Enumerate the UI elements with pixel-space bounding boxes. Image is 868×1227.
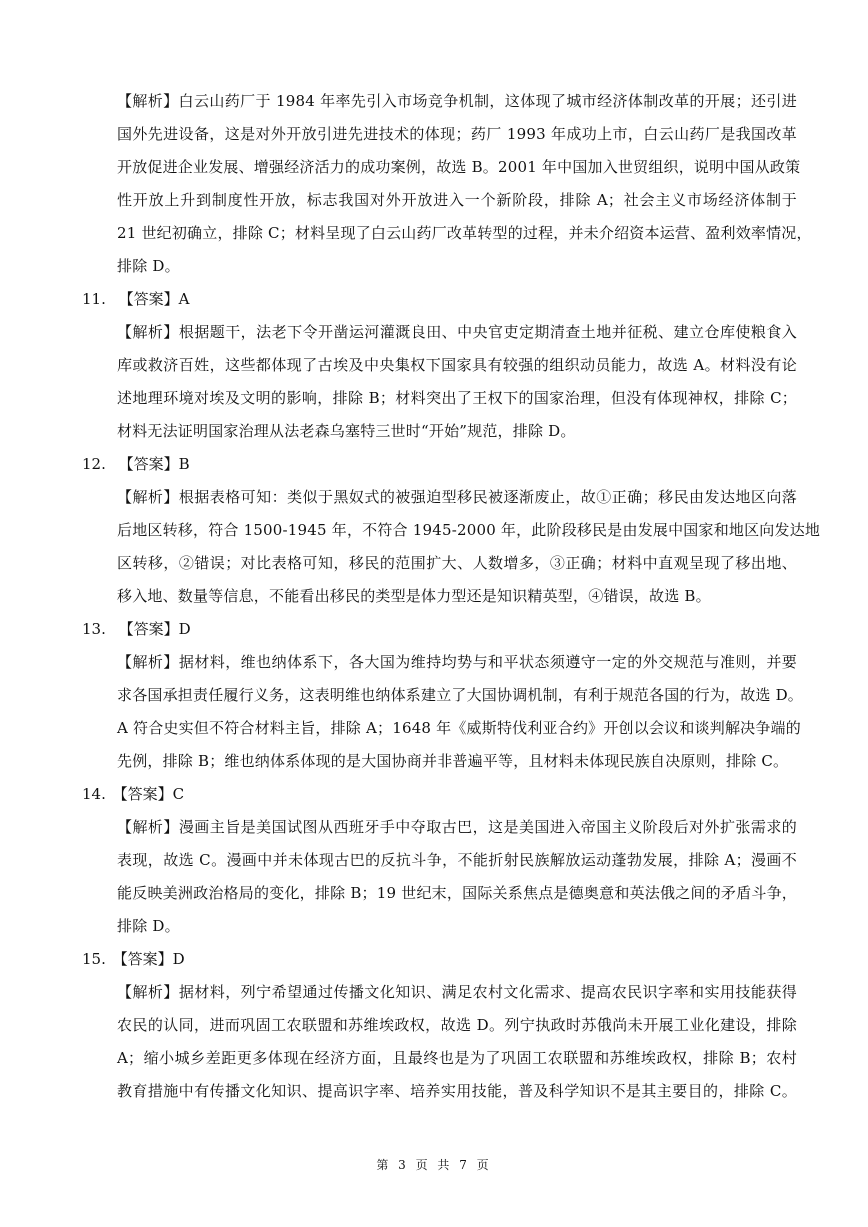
text-line: 排除 D。: [117, 917, 180, 935]
text-line: 21 世纪初确立，排除 C；材料呈现了白云山药厂改革转型的过程，并未介绍资本运营、盈利效率情况，: [117, 224, 812, 242]
text-line: A；缩小城乡差距更多体现在经济方面，且最终也是为了巩固工农联盟和苏维埃政权，排除 B；农村: [117, 1049, 797, 1067]
answer-label: 【答案】D: [118, 620, 191, 638]
question-number: 12.: [82, 455, 106, 473]
text-line: 表现，故选 C。漫画中并未体现古巴的反抗斗争，不能折射民族解放运动蓬勃发展，排除 A；漫画不: [117, 851, 797, 869]
text-line: 移入地、数量等信息，不能看出移民的类型是体力型还是知识精英型，④错误，故选 B。: [117, 587, 711, 605]
text-line: 【解析】据材料，维也纳体系下，各大国为维持均势与和平状态须遵守一定的外交规范与准则，并要: [117, 653, 797, 671]
text-line: 性开放上升到制度性开放，标志我国对外开放进入一个新阶段，排除 A；社会主义市场经济体制于: [117, 191, 797, 209]
page-footer: 第 3 页 共 7 页: [376, 1158, 492, 1172]
answer-heading: [82, 949, 185, 969]
answer-heading: [82, 289, 189, 309]
text-line: 能反映美洲政治格局的变化，排除 B；19 世纪末，国际关系焦点是德奥意和英法俄之间的矛盾斗争，: [117, 884, 797, 902]
answer-label: 【答案】A: [118, 290, 190, 308]
text-line: 库或救济百姓，这些都体现了古埃及中央集权下国家具有较强的组织动员能力，故选 A。材料没有论: [117, 356, 797, 374]
text-line: 【解析】根据表格可知：类似于黑奴式的被强迫型移民被逐渐废止，故①正确；移民由发达地区向落: [117, 488, 797, 506]
text-line: 【解析】据材料，列宁希望通过传播文化知识、满足农村文化需求、提高农民识字率和实用技能获得: [117, 983, 797, 1001]
text-line: 后地区转移，符合 1500-1945 年，不符合 1945-2000 年，此阶段移民是由发展中国家和地区向发达地: [117, 521, 821, 539]
text-line: 国外先进设备，这是对外开放引进先进技术的体现；药厂 1993 年成功上市，白云山药厂是我国改革: [117, 125, 797, 143]
text-line: 述地理环境对埃及文明的影响，排除 B；材料突出了王权下的国家治理，但没有体现神权，排除 C；: [117, 389, 797, 407]
text-line: 【解析】根据题干，法老下令开凿运河灌溉良田、中央官吏定期清查土地并征税、建立仓库使粮食入: [117, 323, 797, 341]
text-line: 区转移，②错误；对比表格可知，移民的范围扩大、人数增多，③正确；材料中直观呈现了移出地、: [117, 554, 797, 572]
text-line: 求各国承担责任履行义务，这表明维也纳体系建立了大国协调机制，有利于规范各国的行为，故选 D。: [117, 686, 803, 704]
answer-heading: [82, 784, 184, 804]
answer-label: 【答案】B: [118, 455, 190, 473]
answer-label: 【答案】C: [112, 785, 185, 803]
question-number: 11.: [82, 290, 106, 308]
question-number: 13.: [82, 620, 106, 638]
answer-heading: [82, 454, 190, 474]
text-line: 开放促进企业发展、增强经济活力的成功案例，故选 B。2001 年中国加入世贸组织，说明中国从政策: [117, 158, 801, 176]
text-line: 教育措施中有传播文化知识、提高识字率、培养实用技能，普及科学知识不是其主要目的，排除 C。: [117, 1082, 797, 1100]
text-line: 先例，排除 B；维也纳体系体现的是大国协商并非普遍平等，且材料未体现民族自决原则，排除 C。: [117, 752, 789, 770]
question-number: 15.: [82, 950, 106, 968]
text-line: 【解析】漫画主旨是美国试图从西班牙手中夺取古巴，这是美国进入帝国主义阶段后对外扩张需求的: [117, 818, 797, 836]
answer-heading: [82, 619, 191, 639]
text-line: 排除 D。: [117, 257, 180, 275]
text-line: 【解析】白云山药厂于 1984 年率先引入市场竞争机制，这体现了城市经济体制改革的开展；还引进: [117, 92, 797, 110]
text-line: 农民的认同，进而巩固工农联盟和苏维埃政权，故选 D。列宁执政时苏俄尚未开展工业化建设，排除: [117, 1016, 797, 1034]
question-number: 14.: [82, 785, 106, 803]
answer-label: 【答案】D: [112, 950, 185, 968]
text-line: A 符合史实但不符合材料主旨，排除 A；1648 年《威斯特伐利亚合约》开创以会议和谈判解决争端的: [117, 719, 801, 737]
text-line: 材料无法证明国家治理从法老森乌塞特三世时“开始”规范，排除 D。: [117, 422, 576, 440]
